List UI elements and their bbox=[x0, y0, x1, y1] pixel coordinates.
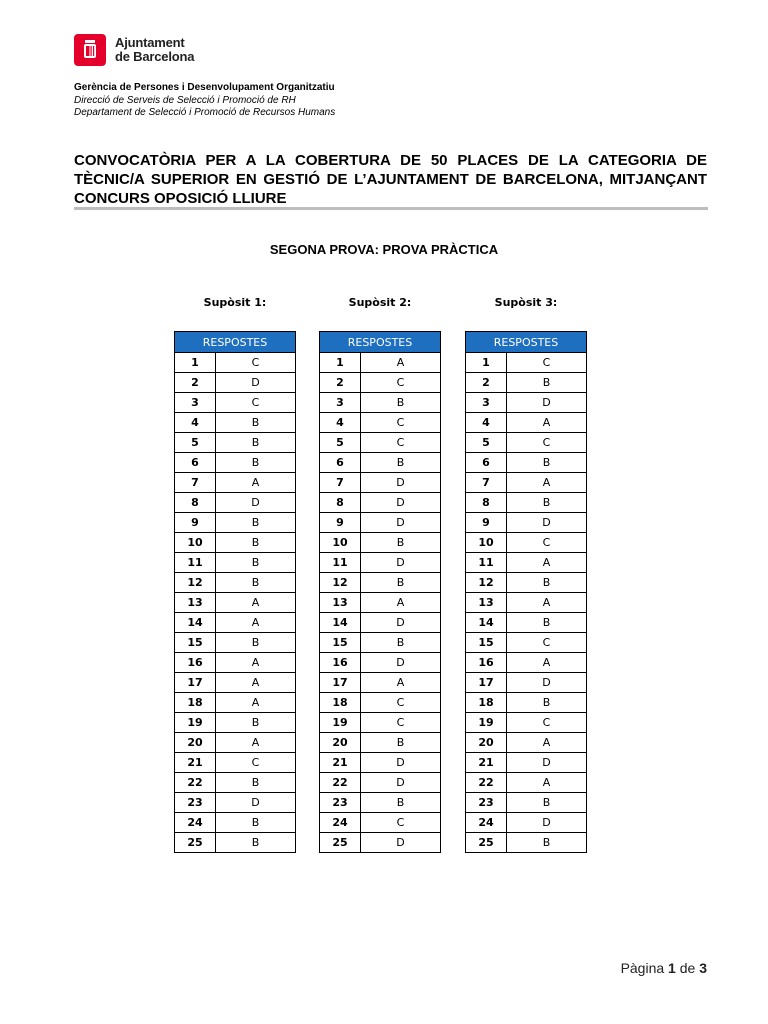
document-subtitle: SEGONA PROVA: PROVA PRÀCTICA bbox=[269, 242, 499, 257]
table-row bbox=[320, 593, 441, 613]
question-number: 12 bbox=[175, 573, 216, 593]
question-number: 8 bbox=[466, 493, 507, 513]
question-number: 6 bbox=[320, 453, 361, 473]
table-row bbox=[466, 513, 587, 533]
table-row bbox=[320, 733, 441, 753]
table-row bbox=[320, 413, 441, 433]
table-row bbox=[175, 613, 296, 633]
question-number: 4 bbox=[320, 413, 361, 433]
answer-cell: A bbox=[216, 693, 296, 713]
answer-cell: C bbox=[361, 813, 441, 833]
table-row bbox=[175, 413, 296, 433]
answer-cell: A bbox=[216, 613, 296, 633]
answer-cell: B bbox=[361, 733, 441, 753]
question-number: 19 bbox=[320, 713, 361, 733]
question-number: 7 bbox=[320, 473, 361, 493]
answer-cell: D bbox=[507, 753, 587, 773]
table-row bbox=[466, 673, 587, 693]
table-row bbox=[320, 373, 441, 393]
table-row bbox=[320, 653, 441, 673]
table-row bbox=[175, 653, 296, 673]
answer-cell: A bbox=[361, 673, 441, 693]
table-row bbox=[466, 753, 587, 773]
answer-cell: B bbox=[361, 453, 441, 473]
question-number: 10 bbox=[175, 533, 216, 553]
question-number: 18 bbox=[175, 693, 216, 713]
table-row bbox=[320, 613, 441, 633]
question-number: 16 bbox=[175, 653, 216, 673]
question-number: 3 bbox=[320, 393, 361, 413]
question-number: 22 bbox=[466, 773, 507, 793]
question-number: 13 bbox=[175, 593, 216, 613]
question-number: 6 bbox=[175, 453, 216, 473]
table-row bbox=[320, 573, 441, 593]
department-line-2: Direcció de Serveis de Selecció i Promoció de RH bbox=[74, 94, 296, 106]
question-number: 8 bbox=[175, 493, 216, 513]
table-row bbox=[175, 593, 296, 613]
table-row bbox=[320, 553, 441, 573]
answer-cell: B bbox=[216, 833, 296, 853]
answer-cell: B bbox=[507, 833, 587, 853]
question-number: 25 bbox=[320, 833, 361, 853]
answer-table bbox=[465, 331, 587, 853]
table-row bbox=[175, 673, 296, 693]
question-number: 13 bbox=[320, 593, 361, 613]
answer-cell: D bbox=[361, 753, 441, 773]
answer-cell: D bbox=[507, 513, 587, 533]
logo-line-2: de Barcelona bbox=[115, 49, 195, 64]
answer-cell: B bbox=[507, 693, 587, 713]
answer-cell: D bbox=[216, 373, 296, 393]
question-number: 20 bbox=[320, 733, 361, 753]
answer-cell: B bbox=[216, 773, 296, 793]
question-number: 12 bbox=[466, 573, 507, 593]
answer-cell: A bbox=[507, 773, 587, 793]
question-number: 23 bbox=[466, 793, 507, 813]
question-number: 9 bbox=[320, 513, 361, 533]
question-number: 15 bbox=[320, 633, 361, 653]
table-row bbox=[466, 813, 587, 833]
question-number: 5 bbox=[466, 433, 507, 453]
table-row bbox=[466, 393, 587, 413]
question-number: 14 bbox=[175, 613, 216, 633]
answer-cell: B bbox=[507, 453, 587, 473]
answer-cell: A bbox=[507, 593, 587, 613]
answer-cell: B bbox=[216, 413, 296, 433]
answer-cell: C bbox=[507, 633, 587, 653]
department-block bbox=[74, 82, 335, 120]
question-number: 24 bbox=[466, 813, 507, 833]
table-row bbox=[320, 833, 441, 853]
answer-cell: A bbox=[216, 673, 296, 693]
question-number: 17 bbox=[175, 673, 216, 693]
logo bbox=[74, 34, 194, 66]
question-number: 18 bbox=[320, 693, 361, 713]
answer-cell: A bbox=[507, 733, 587, 753]
answer-cell: D bbox=[361, 773, 441, 793]
table-row bbox=[320, 773, 441, 793]
question-number: 7 bbox=[466, 473, 507, 493]
supposit-label: Supòsit 3: bbox=[494, 296, 558, 309]
table-row bbox=[175, 493, 296, 513]
question-number: 15 bbox=[466, 633, 507, 653]
question-number: 19 bbox=[466, 713, 507, 733]
question-number: 11 bbox=[320, 553, 361, 573]
answer-cell: C bbox=[507, 533, 587, 553]
answer-cell: D bbox=[361, 553, 441, 573]
table-row bbox=[320, 693, 441, 713]
table-row bbox=[320, 533, 441, 553]
answer-cell: C bbox=[507, 353, 587, 373]
question-number: 3 bbox=[175, 393, 216, 413]
table-row bbox=[175, 813, 296, 833]
answer-cell: B bbox=[361, 633, 441, 653]
answer-cell: B bbox=[361, 793, 441, 813]
question-number: 22 bbox=[175, 773, 216, 793]
table-row bbox=[320, 433, 441, 453]
table-row bbox=[320, 753, 441, 773]
answer-cell: A bbox=[216, 593, 296, 613]
table-row bbox=[175, 453, 296, 473]
answer-cell: D bbox=[361, 833, 441, 853]
answer-cell: A bbox=[361, 353, 441, 373]
table-row bbox=[466, 413, 587, 433]
table-row bbox=[320, 813, 441, 833]
supposit-label: Supòsit 2: bbox=[348, 296, 412, 309]
answer-cell: B bbox=[216, 533, 296, 553]
answer-cell: D bbox=[361, 653, 441, 673]
table-row bbox=[175, 713, 296, 733]
table-row bbox=[466, 353, 587, 373]
document-title: CONVOCATÒRIA PER A LA COBERTURA DE 50 PLACES DE LA CATEGORIA DE TÈCNIC/A SUPERIOR EN GESTIÓ DE L’AJUNTAMENT DE BARCELONA, MITJANÇANT CONCURS OPOSICIÓ LLIURE bbox=[74, 152, 707, 207]
answer-cell: A bbox=[507, 553, 587, 573]
question-number: 24 bbox=[320, 813, 361, 833]
table-header: RESPOSTES bbox=[320, 332, 441, 353]
answer-cell: A bbox=[507, 473, 587, 493]
question-number: 10 bbox=[320, 533, 361, 553]
question-number: 5 bbox=[175, 433, 216, 453]
answer-cell: D bbox=[507, 673, 587, 693]
table-row bbox=[320, 493, 441, 513]
question-number: 23 bbox=[175, 793, 216, 813]
table-row bbox=[466, 833, 587, 853]
department-line-3: Departament de Selecció i Promoció de Recursos Humans bbox=[74, 107, 336, 118]
answer-cell: B bbox=[216, 553, 296, 573]
question-number: 15 bbox=[175, 633, 216, 653]
answer-cell: C bbox=[361, 413, 441, 433]
table-row bbox=[175, 373, 296, 393]
answer-cell: B bbox=[507, 613, 587, 633]
table-row bbox=[175, 693, 296, 713]
table-row bbox=[466, 373, 587, 393]
table-row bbox=[320, 473, 441, 493]
question-number: 20 bbox=[466, 733, 507, 753]
question-number: 16 bbox=[320, 653, 361, 673]
question-number: 5 bbox=[320, 433, 361, 453]
answer-cell: C bbox=[361, 693, 441, 713]
footer-prefix: Pàgina bbox=[620, 960, 665, 976]
table-row bbox=[175, 353, 296, 373]
question-number: 9 bbox=[175, 513, 216, 533]
question-number: 21 bbox=[320, 753, 361, 773]
table-row bbox=[175, 633, 296, 653]
answer-cell: C bbox=[216, 393, 296, 413]
question-number: 12 bbox=[320, 573, 361, 593]
table-row bbox=[466, 533, 587, 553]
question-number: 17 bbox=[466, 673, 507, 693]
table-row bbox=[175, 513, 296, 533]
question-number: 14 bbox=[320, 613, 361, 633]
table-row bbox=[175, 753, 296, 773]
answer-cell: B bbox=[216, 453, 296, 473]
question-number: 1 bbox=[466, 353, 507, 373]
question-number: 7 bbox=[175, 473, 216, 493]
table-row bbox=[466, 473, 587, 493]
question-number: 8 bbox=[320, 493, 361, 513]
answer-table bbox=[174, 331, 296, 853]
answer-cell: A bbox=[216, 473, 296, 493]
question-number: 23 bbox=[320, 793, 361, 813]
question-number: 22 bbox=[320, 773, 361, 793]
answer-cell: C bbox=[361, 713, 441, 733]
answer-cell: D bbox=[507, 393, 587, 413]
table-row bbox=[320, 353, 441, 373]
table-row bbox=[175, 553, 296, 573]
question-number: 1 bbox=[320, 353, 361, 373]
question-number: 25 bbox=[466, 833, 507, 853]
answer-cell: A bbox=[216, 653, 296, 673]
answer-cell: C bbox=[216, 353, 296, 373]
footer-total-pages: 3 bbox=[699, 960, 707, 976]
question-number: 16 bbox=[466, 653, 507, 673]
table-row bbox=[175, 773, 296, 793]
answer-cell: C bbox=[507, 433, 587, 453]
answer-cell: C bbox=[507, 713, 587, 733]
table-row bbox=[466, 793, 587, 813]
answer-cell: A bbox=[361, 593, 441, 613]
question-number: 11 bbox=[175, 553, 216, 573]
answer-cell: B bbox=[216, 513, 296, 533]
table-header: RESPOSTES bbox=[466, 332, 587, 353]
page-footer bbox=[621, 960, 707, 976]
answer-cell: A bbox=[216, 733, 296, 753]
table-row bbox=[466, 633, 587, 653]
table-row bbox=[320, 713, 441, 733]
table-row bbox=[320, 453, 441, 473]
answer-cell: D bbox=[216, 493, 296, 513]
table-header: RESPOSTES bbox=[175, 332, 296, 353]
answer-cell: B bbox=[216, 633, 296, 653]
answer-cell: D bbox=[361, 473, 441, 493]
question-number: 14 bbox=[466, 613, 507, 633]
logo-line-1: Ajuntament bbox=[115, 35, 185, 50]
answer-cell: D bbox=[361, 613, 441, 633]
question-number: 3 bbox=[466, 393, 507, 413]
answer-cell: D bbox=[507, 813, 587, 833]
answer-cell: B bbox=[507, 793, 587, 813]
table-row bbox=[175, 433, 296, 453]
table-row bbox=[466, 433, 587, 453]
footer-middle: de bbox=[679, 960, 696, 976]
question-number: 24 bbox=[175, 813, 216, 833]
title-divider bbox=[74, 207, 708, 210]
table-row bbox=[466, 453, 587, 473]
question-number: 18 bbox=[466, 693, 507, 713]
answer-table bbox=[319, 331, 441, 853]
answer-cell: B bbox=[507, 373, 587, 393]
question-number: 1 bbox=[175, 353, 216, 373]
table-row bbox=[175, 573, 296, 593]
answer-cell: D bbox=[361, 513, 441, 533]
table-row bbox=[320, 393, 441, 413]
answer-cell: A bbox=[507, 413, 587, 433]
table-row bbox=[320, 513, 441, 533]
table-row bbox=[320, 673, 441, 693]
question-number: 10 bbox=[466, 533, 507, 553]
logo-text bbox=[115, 36, 194, 64]
table-row bbox=[175, 733, 296, 753]
answer-cell: B bbox=[216, 813, 296, 833]
answer-cell: C bbox=[361, 433, 441, 453]
question-number: 17 bbox=[320, 673, 361, 693]
question-number: 20 bbox=[175, 733, 216, 753]
question-number: 4 bbox=[175, 413, 216, 433]
table-row bbox=[466, 693, 587, 713]
supposit-label: Supòsit 1: bbox=[203, 296, 267, 309]
table-row bbox=[175, 473, 296, 493]
question-number: 11 bbox=[466, 553, 507, 573]
table-row bbox=[175, 793, 296, 813]
answer-cell: B bbox=[507, 493, 587, 513]
answer-cell: B bbox=[361, 533, 441, 553]
table-row bbox=[466, 713, 587, 733]
table-row bbox=[466, 773, 587, 793]
table-row bbox=[466, 613, 587, 633]
question-number: 21 bbox=[175, 753, 216, 773]
table-row bbox=[320, 793, 441, 813]
question-number: 2 bbox=[320, 373, 361, 393]
answer-cell: D bbox=[361, 493, 441, 513]
answer-cell: C bbox=[361, 373, 441, 393]
answer-cell: B bbox=[216, 573, 296, 593]
footer-page-number: 1 bbox=[668, 960, 676, 976]
department-line-1: Gerència de Persones i Desenvolupament Organitzatiu bbox=[74, 82, 335, 93]
answer-cell: B bbox=[216, 433, 296, 453]
answer-cell: C bbox=[216, 753, 296, 773]
answer-cell: A bbox=[507, 653, 587, 673]
question-number: 2 bbox=[466, 373, 507, 393]
answer-cell: B bbox=[361, 573, 441, 593]
question-number: 13 bbox=[466, 593, 507, 613]
question-number: 2 bbox=[175, 373, 216, 393]
table-row bbox=[175, 393, 296, 413]
question-number: 25 bbox=[175, 833, 216, 853]
question-number: 21 bbox=[466, 753, 507, 773]
table-row bbox=[466, 573, 587, 593]
table-row bbox=[466, 493, 587, 513]
question-number: 4 bbox=[466, 413, 507, 433]
answer-cell: D bbox=[216, 793, 296, 813]
question-number: 19 bbox=[175, 713, 216, 733]
table-row bbox=[466, 733, 587, 753]
barcelona-crest-icon bbox=[74, 34, 106, 66]
answer-cell: B bbox=[216, 713, 296, 733]
table-row bbox=[320, 633, 441, 653]
table-row bbox=[466, 653, 587, 673]
table-row bbox=[175, 833, 296, 853]
question-number: 6 bbox=[466, 453, 507, 473]
answer-cell: B bbox=[507, 573, 587, 593]
question-number: 9 bbox=[466, 513, 507, 533]
table-row bbox=[175, 533, 296, 553]
table-row bbox=[466, 593, 587, 613]
table-row bbox=[466, 553, 587, 573]
answer-cell: B bbox=[361, 393, 441, 413]
